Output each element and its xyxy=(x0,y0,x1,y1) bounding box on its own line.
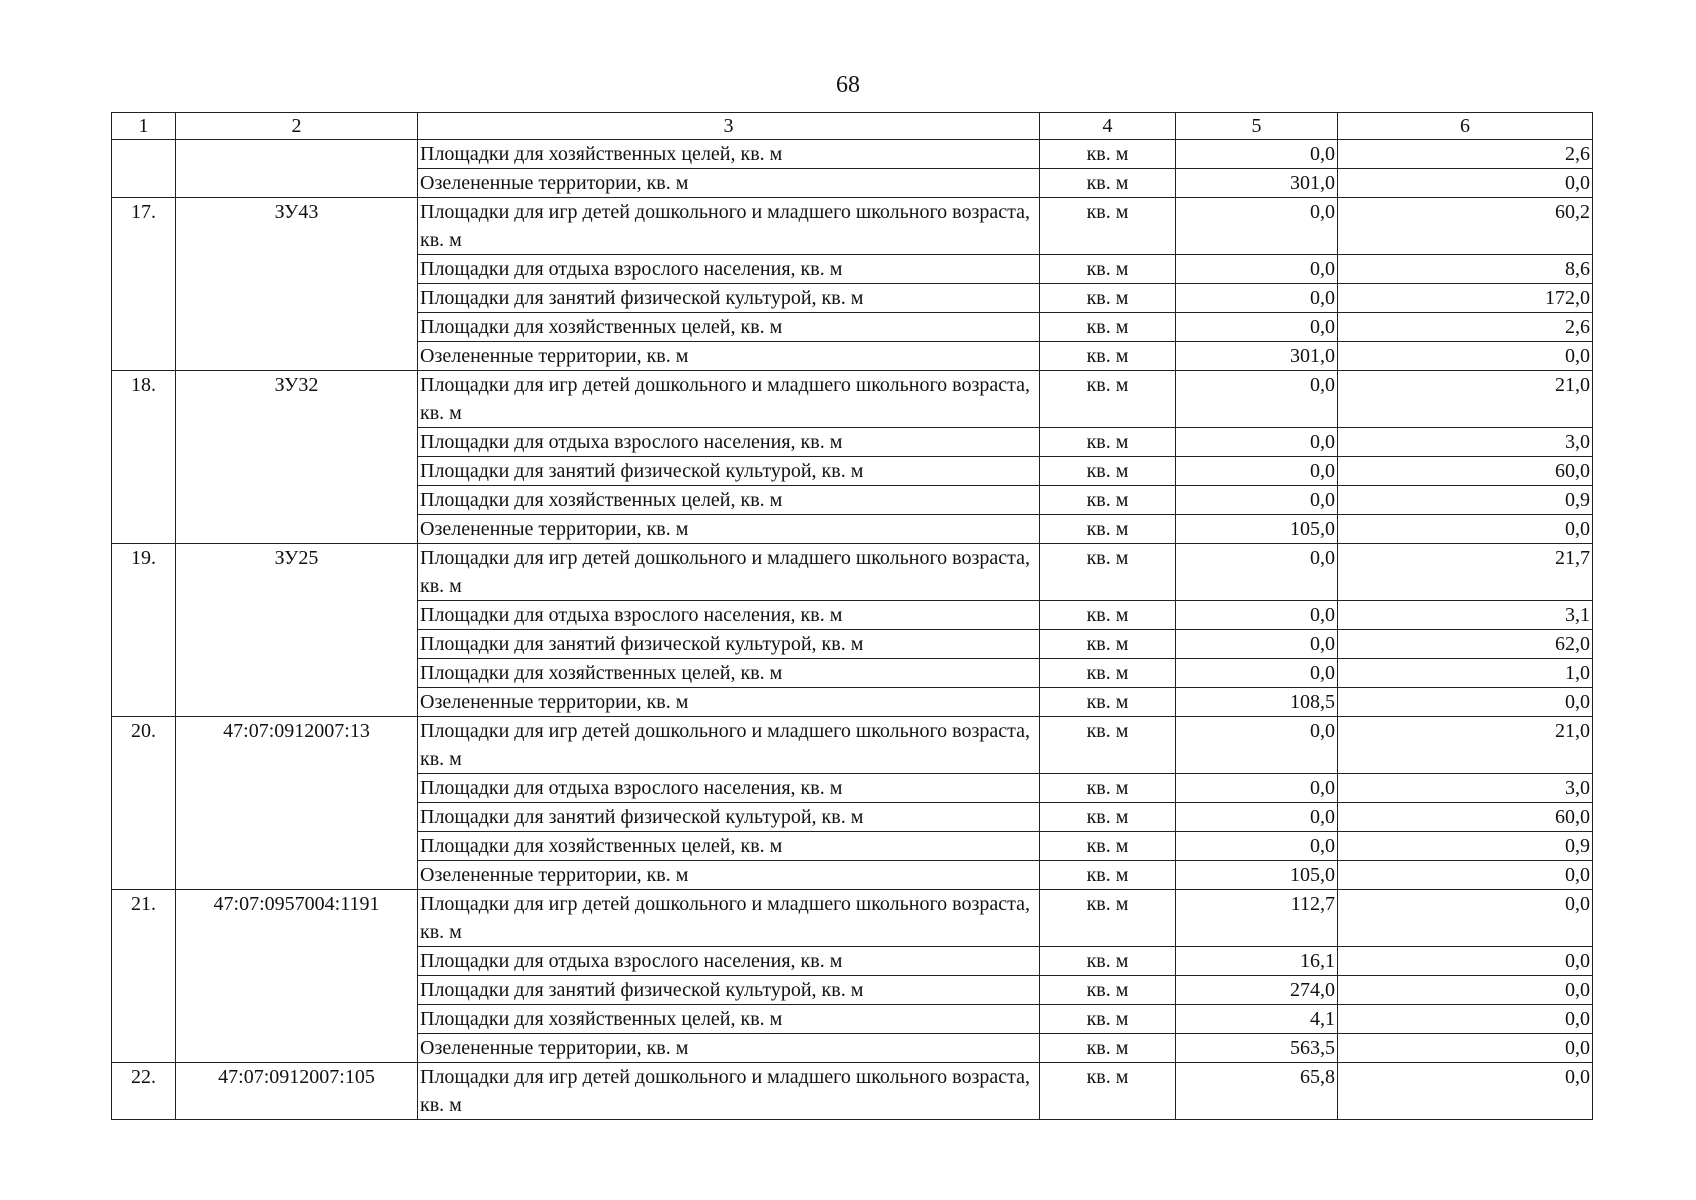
item-unit: кв. м xyxy=(1040,774,1176,803)
value-col-6: 0,0 xyxy=(1338,976,1593,1005)
data-table xyxy=(111,112,1593,1120)
value-col-5: 0,0 xyxy=(1176,630,1338,659)
value-col-5: 105,0 xyxy=(1176,515,1338,544)
value-col-6: 3,1 xyxy=(1338,601,1593,630)
value-col-6: 0,0 xyxy=(1338,688,1593,717)
item-description: Площадки для хозяйственных целей, кв. м xyxy=(418,832,1040,861)
item-unit: кв. м xyxy=(1040,659,1176,688)
item-unit: кв. м xyxy=(1040,1005,1176,1034)
item-description: Площадки для игр детей дошкольного и младшего школьного возраста, кв. м xyxy=(418,717,1040,774)
value-col-5: 108,5 xyxy=(1176,688,1338,717)
item-description: Площадки для хозяйственных целей, кв. м xyxy=(418,486,1040,515)
item-unit: кв. м xyxy=(1040,688,1176,717)
value-col-6: 21,0 xyxy=(1338,371,1593,428)
value-col-5: 563,5 xyxy=(1176,1034,1338,1063)
header-cell: 5 xyxy=(1176,113,1338,140)
value-col-6: 0,0 xyxy=(1338,890,1593,947)
item-unit: кв. м xyxy=(1040,457,1176,486)
item-unit: кв. м xyxy=(1040,544,1176,601)
value-col-5: 0,0 xyxy=(1176,659,1338,688)
value-col-5: 0,0 xyxy=(1176,544,1338,601)
value-col-5: 0,0 xyxy=(1176,428,1338,457)
value-col-5: 0,0 xyxy=(1176,717,1338,774)
parcel-code: ЗУ43 xyxy=(176,198,418,371)
row-number: 20. xyxy=(112,717,176,890)
header-cell: 2 xyxy=(176,113,418,140)
item-unit: кв. м xyxy=(1040,832,1176,861)
parcel-code: ЗУ32 xyxy=(176,371,418,544)
item-description: Площадки для отдыха взрослого населения, кв. м xyxy=(418,947,1040,976)
value-col-5: 0,0 xyxy=(1176,457,1338,486)
item-unit: кв. м xyxy=(1040,486,1176,515)
item-unit: кв. м xyxy=(1040,515,1176,544)
value-col-6: 1,0 xyxy=(1338,659,1593,688)
value-col-6: 0,0 xyxy=(1338,515,1593,544)
item-unit: кв. м xyxy=(1040,630,1176,659)
item-description: Площадки для отдыха взрослого населения, кв. м xyxy=(418,255,1040,284)
item-description: Озелененные территории, кв. м xyxy=(418,342,1040,371)
item-unit: кв. м xyxy=(1040,1034,1176,1063)
header-cell: 1 xyxy=(112,113,176,140)
value-col-5: 301,0 xyxy=(1176,169,1338,198)
row-number: 22. xyxy=(112,1063,176,1120)
value-col-5: 65,8 xyxy=(1176,1063,1338,1120)
item-description: Площадки для хозяйственных целей, кв. м xyxy=(418,659,1040,688)
item-description: Площадки для игр детей дошкольного и младшего школьного возраста, кв. м xyxy=(418,371,1040,428)
item-unit: кв. м xyxy=(1040,169,1176,198)
item-unit: кв. м xyxy=(1040,342,1176,371)
value-col-6: 0,0 xyxy=(1338,169,1593,198)
value-col-5: 0,0 xyxy=(1176,832,1338,861)
value-col-6: 60,2 xyxy=(1338,198,1593,255)
header-cell: 4 xyxy=(1040,113,1176,140)
parcel-code: 47:07:0912007:13 xyxy=(176,717,418,890)
parcel-code: ЗУ25 xyxy=(176,544,418,717)
item-description: Площадки для занятий физической культурой, кв. м xyxy=(418,630,1040,659)
value-col-5: 0,0 xyxy=(1176,486,1338,515)
value-col-5: 0,0 xyxy=(1176,198,1338,255)
value-col-6: 60,0 xyxy=(1338,803,1593,832)
table-body xyxy=(112,113,1593,1120)
value-col-5: 0,0 xyxy=(1176,774,1338,803)
value-col-5: 0,0 xyxy=(1176,371,1338,428)
item-description: Озелененные территории, кв. м xyxy=(418,861,1040,890)
item-description: Площадки для хозяйственных целей, кв. м xyxy=(418,1005,1040,1034)
row-number: 21. xyxy=(112,890,176,1063)
item-description: Озелененные территории, кв. м xyxy=(418,515,1040,544)
item-unit: кв. м xyxy=(1040,947,1176,976)
value-col-6: 0,0 xyxy=(1338,861,1593,890)
row-number: 19. xyxy=(112,544,176,717)
table-header-row xyxy=(112,113,1593,140)
item-unit: кв. м xyxy=(1040,428,1176,457)
value-col-6: 3,0 xyxy=(1338,774,1593,803)
parcel-code: 47:07:0957004:1191 xyxy=(176,890,418,1063)
row-number xyxy=(112,140,176,198)
value-col-5: 0,0 xyxy=(1176,313,1338,342)
parcel-code: 47:07:0912007:105 xyxy=(176,1063,418,1120)
value-col-5: 112,7 xyxy=(1176,890,1338,947)
value-col-5: 274,0 xyxy=(1176,976,1338,1005)
value-col-6: 60,0 xyxy=(1338,457,1593,486)
value-col-6: 2,6 xyxy=(1338,313,1593,342)
item-description: Озелененные территории, кв. м xyxy=(418,169,1040,198)
value-col-6: 172,0 xyxy=(1338,284,1593,313)
table-row xyxy=(112,890,1593,947)
value-col-5: 301,0 xyxy=(1176,342,1338,371)
value-col-6: 2,6 xyxy=(1338,140,1593,169)
item-unit: кв. м xyxy=(1040,861,1176,890)
item-description: Площадки для игр детей дошкольного и младшего школьного возраста, кв. м xyxy=(418,544,1040,601)
item-unit: кв. м xyxy=(1040,803,1176,832)
value-col-6: 0,9 xyxy=(1338,832,1593,861)
header-cell: 6 xyxy=(1338,113,1593,140)
value-col-5: 0,0 xyxy=(1176,284,1338,313)
table-row xyxy=(112,140,1593,169)
value-col-5: 0,0 xyxy=(1176,601,1338,630)
value-col-6: 21,7 xyxy=(1338,544,1593,601)
item-description: Площадки для хозяйственных целей, кв. м xyxy=(418,140,1040,169)
item-unit: кв. м xyxy=(1040,890,1176,947)
header-cell: 3 xyxy=(418,113,1040,140)
row-number: 17. xyxy=(112,198,176,371)
item-unit: кв. м xyxy=(1040,717,1176,774)
item-description: Площадки для отдыха взрослого населения, кв. м xyxy=(418,428,1040,457)
item-description: Площадки для занятий физической культурой, кв. м xyxy=(418,284,1040,313)
item-unit: кв. м xyxy=(1040,255,1176,284)
value-col-6: 3,0 xyxy=(1338,428,1593,457)
item-unit: кв. м xyxy=(1040,140,1176,169)
row-number: 18. xyxy=(112,371,176,544)
value-col-6: 0,0 xyxy=(1338,947,1593,976)
value-col-6: 62,0 xyxy=(1338,630,1593,659)
page-number: 68 xyxy=(836,72,860,98)
item-description: Озелененные территории, кв. м xyxy=(418,688,1040,717)
item-description: Площадки для занятий физической культурой, кв. м xyxy=(418,457,1040,486)
value-col-5: 0,0 xyxy=(1176,140,1338,169)
table-row xyxy=(112,371,1593,428)
value-col-6: 0,9 xyxy=(1338,486,1593,515)
item-description: Площадки для игр детей дошкольного и младшего школьного возраста, кв. м xyxy=(418,890,1040,947)
item-unit: кв. м xyxy=(1040,976,1176,1005)
item-unit: кв. м xyxy=(1040,198,1176,255)
item-unit: кв. м xyxy=(1040,313,1176,342)
value-col-5: 0,0 xyxy=(1176,803,1338,832)
table-row xyxy=(112,717,1593,774)
value-col-6: 0,0 xyxy=(1338,1034,1593,1063)
value-col-6: 8,6 xyxy=(1338,255,1593,284)
item-description: Площадки для хозяйственных целей, кв. м xyxy=(418,313,1040,342)
item-description: Площадки для игр детей дошкольного и младшего школьного возраста, кв. м xyxy=(418,1063,1040,1120)
item-description: Площадки для отдыха взрослого населения, кв. м xyxy=(418,601,1040,630)
value-col-6: 0,0 xyxy=(1338,1005,1593,1034)
item-unit: кв. м xyxy=(1040,371,1176,428)
item-description: Площадки для игр детей дошкольного и младшего школьного возраста, кв. м xyxy=(418,198,1040,255)
table-row xyxy=(112,1063,1593,1120)
item-description: Площадки для отдыха взрослого населения, кв. м xyxy=(418,774,1040,803)
value-col-5: 16,1 xyxy=(1176,947,1338,976)
value-col-6: 0,0 xyxy=(1338,342,1593,371)
table-row xyxy=(112,198,1593,255)
value-col-5: 4,1 xyxy=(1176,1005,1338,1034)
item-description: Озелененные территории, кв. м xyxy=(418,1034,1040,1063)
item-unit: кв. м xyxy=(1040,284,1176,313)
value-col-5: 105,0 xyxy=(1176,861,1338,890)
item-description: Площадки для занятий физической культурой, кв. м xyxy=(418,976,1040,1005)
table-row xyxy=(112,544,1593,601)
item-description: Площадки для занятий физической культурой, кв. м xyxy=(418,803,1040,832)
value-col-6: 21,0 xyxy=(1338,717,1593,774)
value-col-6: 0,0 xyxy=(1338,1063,1593,1120)
item-unit: кв. м xyxy=(1040,1063,1176,1120)
value-col-5: 0,0 xyxy=(1176,255,1338,284)
item-unit: кв. м xyxy=(1040,601,1176,630)
parcel-code xyxy=(176,140,418,198)
